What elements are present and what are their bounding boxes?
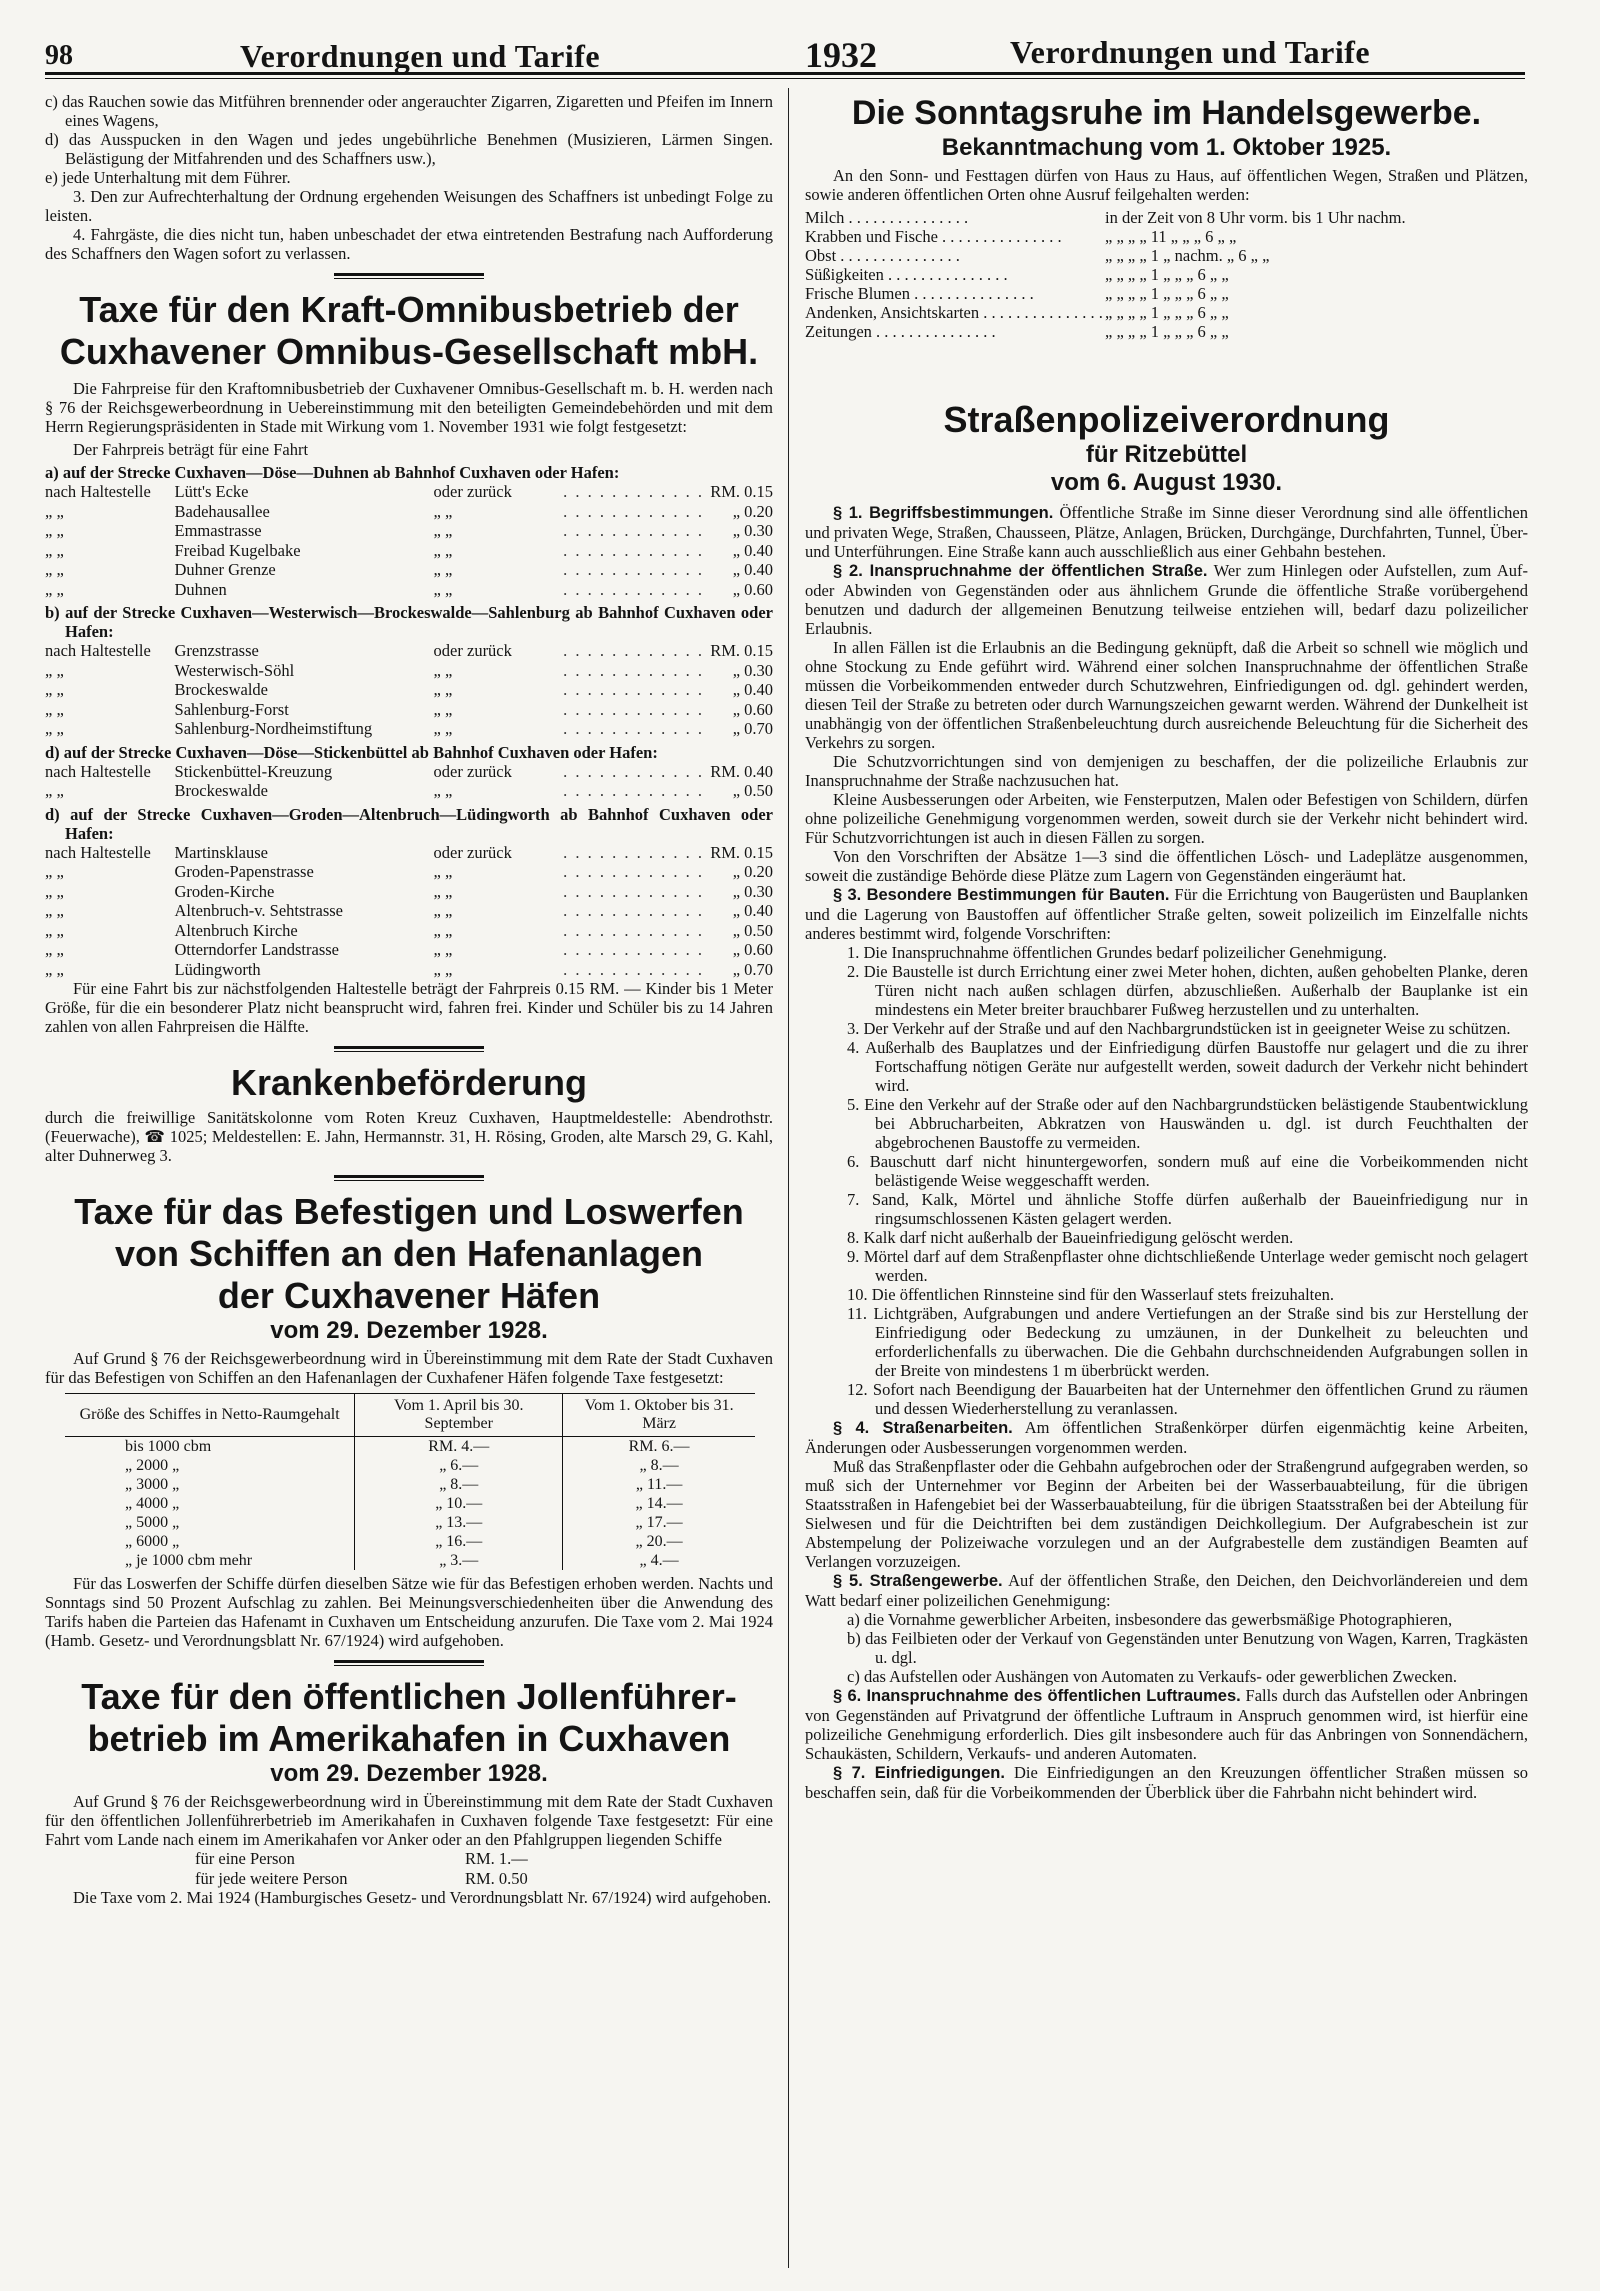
- stop-direction: oder zurück: [433, 842, 512, 862]
- section-3-list: [805, 943, 1528, 1418]
- stop-direction: oder zurück: [433, 641, 512, 660]
- list-item: 12. Sofort nach Beendigung der Bauarbeiten hat der Unternehmer den öffentlichen Grund zu räumen und dessen Wiederherstellung zu veranlassen.: [847, 1380, 1528, 1418]
- stop-name: Duhner Grenze: [174, 560, 276, 579]
- stop-row: [45, 719, 773, 739]
- omnibus-closing: Für eine Fahrt bis zur nächstfolgenden Haltestelle beträgt der Fahrpreis 0.15 RM. — Kinder bis 1 Meter Größe, für die ein besonderer Platz nicht beansprucht wird, fahren frei. Kinder und Schüler bis zu 14 Jahren zahlen von allen Fahrpreisen die Hälfte.: [45, 979, 773, 1036]
- stop-row: [45, 762, 773, 782]
- omnibus-title-line-1: Taxe für den Kraft-Omnibusbetrieb der: [79, 289, 739, 330]
- section-2-para: Von den Vorschriften der Absätze 1—3 sind die öffentlichen Lösch- und Ladeplätze ausgenommen, soweit die zuständige Behörde diese Plätze zum Lagern von Gegenständen eingeräumt hat.: [805, 847, 1528, 885]
- sonntag-item: [805, 284, 1105, 303]
- intro-item: d) das Ausspucken in den Wagen und jedes ungebührliche Benehmen (Musizieren, Lärmen Singen. Belästigung der Mitfahrenden und des Schaffners usw.),: [45, 130, 773, 168]
- intro-item: e) jede Unterhaltung mit dem Führer.: [45, 168, 291, 187]
- stop-row: [45, 482, 773, 502]
- jollen-title-line-2: betrieb im Amerikahafen in Cuxhaven: [87, 1718, 731, 1759]
- sonntag-item-label: Andenken, Ansichtskarten: [805, 303, 980, 322]
- stop-direction: „ „: [433, 501, 453, 521]
- stop-direction: „ „: [433, 901, 453, 920]
- stop-prefix: „ „: [45, 501, 64, 521]
- stop-name: Brockeswalde: [174, 781, 268, 800]
- kranken-title: Krankenbeförderung: [230, 1062, 588, 1103]
- table-cell: „ 13.—: [355, 1513, 563, 1532]
- stop-direction: „ „: [433, 781, 453, 800]
- jollen-row: [45, 1869, 773, 1889]
- leader-dots: . . . . . . . . . . . .: [563, 719, 704, 738]
- kranken-paragraph: durch die freiwillige Sanitätskolonne vom Roten Kreuz Cuxhaven, Hauptmeldestelle: Abendrothstr. (Feuerwache), ☎ 1025; Meldestellen: E. Jahn, Hermannstr. 31, H. Rösing, Groden, alte Marsch 29, G. Kahl, alter Duhnerweg 3.: [45, 1108, 773, 1165]
- list-item: 11. Lichtgräben, Aufgrabungen und andere Vertiefungen an der Straße sind bis zur Herstellung der Einfriedigung oder Bedeckung zu umzäunen, in der Dunkelheit zu beleuchten und erforderlichenfalls zu überwachen. Die die Gehbahn durchschneidenden Aufgrabungen sollen in der Breite von mindestens 1 m überbrückt werden.: [847, 1304, 1528, 1380]
- table-cell: „ 14.—: [563, 1494, 755, 1513]
- stop-direction: „ „: [433, 920, 453, 940]
- stop-row: [45, 560, 773, 580]
- section-label: § 7. Einfriedigungen.: [833, 1764, 1005, 1782]
- sonntag-subtitle: Bekanntmachung vom 1. Oktober 1925.: [941, 134, 1392, 161]
- schiffe-paragraph: Auf Grund § 76 der Reichsgewerbeordnung wird in Übereinstimmung mit dem Rate der Stadt Cuxhaven für das Befestigen von Schiffen an den Hafenanlagen der Cuxhafener Häfen folgende Taxe festgesetzt:: [45, 1349, 773, 1387]
- omnibus-title-line-2: Cuxhavener Omnibus-Gesellschaft mbH.: [59, 331, 759, 372]
- sonntag-item-label: Süßigkeiten: [805, 265, 884, 284]
- schiffe-title-line-1: Taxe für das Befestigen und Loswerfen: [74, 1191, 744, 1232]
- strassen-title: Straßenpolizeiverordnung: [943, 399, 1390, 440]
- stop-direction: „ „: [433, 959, 453, 979]
- strassen-subtitle: für Ritzebüttel: [1085, 441, 1248, 468]
- stop-row: [45, 521, 773, 541]
- list-item: 6. Bauschutt darf nicht hinuntergeworfen, sondern muß auf eine die Vorbeikommenden nicht belästigende Weise weggeschafft werden.: [847, 1152, 1528, 1190]
- leader-dots: . . . . . . . . . . . .: [563, 521, 704, 540]
- stop-name: Lüdingworth: [174, 959, 261, 979]
- route-heading: d) auf der Strecke Cuxhaven—Döse—Stickenbüttel ab Bahnhof Cuxhaven oder Hafen:: [45, 742, 658, 762]
- stop-prefix: „ „: [45, 521, 64, 540]
- sonntag-item: [805, 227, 1105, 246]
- sonntag-time: „ „ „ „ 1 „ „ „ 6 „ „: [1105, 322, 1229, 341]
- schiffe-tariff-table: [65, 1393, 755, 1570]
- page-header: [45, 32, 1525, 74]
- stop-row: [45, 901, 773, 921]
- stop-row: [45, 921, 773, 941]
- section-7: [805, 1763, 1528, 1802]
- intro-paragraph: 4. Fahrgäste, die dies nicht tun, haben unbeschadet der etwa eintretenden Bestrafung nach Aufforderung des Schaffners den Wagen sofort zu verlassen.: [45, 225, 773, 263]
- jollen-row-price: RM. 0.50: [465, 1868, 528, 1888]
- sonntag-title: Die Sonntagsruhe im Handelsgewerbe.: [851, 94, 1482, 132]
- stop-price: „ 0.60: [732, 699, 774, 719]
- route-heading: b) auf der Strecke Cuxhaven—Westerwisch—Brockeswalde—Sahlenburg ab Bahnhof Cuxhaven oder Hafen:: [45, 603, 773, 641]
- section-separator: [334, 273, 484, 279]
- stop-price: RM. 0.15: [710, 842, 774, 862]
- section-label: § 1. Begriffsbestimmungen.: [833, 504, 1054, 522]
- table-cell: „ 10.—: [355, 1494, 563, 1513]
- table-cell: „ 11.—: [563, 1475, 755, 1494]
- table-row: [65, 1532, 755, 1551]
- table-cell: „ 3.—: [355, 1551, 563, 1570]
- stop-price: „ 0.70: [732, 719, 774, 738]
- sonntag-row: [805, 208, 1528, 227]
- list-item: 1. Die Inanspruchnahme öffentlichen Grundes bedarf polizeilicher Genehmigung.: [847, 943, 1387, 962]
- stop-name: Stickenbüttel-Kreuzung: [174, 761, 333, 781]
- stop-prefix: „ „: [45, 920, 64, 940]
- section-text: Öffentliche Straße im Sinne dieser Verordnung sind alle öffentlichen und privaten Wege, Straßen, Chausseen, Plätze, Anlagen, Brücken, Durchgänge, Durchfahrten, Tunnel, Über- und Unterführungen. Eine Straße kann auch ausschließlich aus einer Gehbahn bestehen.: [805, 503, 1529, 561]
- leader-dots: . . . . . . . . . . . .: [563, 901, 704, 920]
- schiffe-date: vom 29. Dezember 1928.: [270, 1317, 548, 1344]
- table-cell: „ je 1000 cbm mehr: [125, 1552, 253, 1569]
- list-item: 8. Kalk darf nicht außerhalb der Baueinfriedigung gelöscht werden.: [847, 1228, 1294, 1247]
- leader-dots: . . . . . . . . . . . . . . .: [937, 227, 1062, 246]
- section-text: Am öffentlichen Straßenkörper dürfen eigenmächtig keine Arbeiten, Änderungen oder Ausbesserungen vorgenommen werden.: [805, 1418, 1528, 1457]
- stop-row: [45, 843, 773, 863]
- stop-name: Sahlenburg-Forst: [174, 699, 289, 719]
- stop-direction: „ „: [433, 660, 453, 680]
- table-cell: „ 8.—: [355, 1475, 563, 1494]
- stop-price: „ 0.70: [732, 959, 774, 979]
- stop-direction: „ „: [433, 699, 453, 719]
- leader-dots: . . . . . . . . . . . .: [563, 920, 704, 940]
- stop-name: Brockeswalde: [174, 680, 268, 699]
- section-6: [805, 1686, 1528, 1763]
- sonntag-row: [805, 322, 1528, 341]
- leader-dots: . . . . . . . . . . . .: [563, 940, 704, 959]
- stop-price: „ 0.30: [732, 881, 774, 901]
- section-text: Falls durch das Aufstellen oder Anbringen von Gegenständen auf Privatgrund der öffentliche Luftraum in Anspruch genommen wird, ist hierfür eine polizeiliche Genehmigung erforderlich. Dies gilt insbesondere auch für das Anbringen von Sonnendächern, Schaukästen, Schildern, Verkaufs- und anderen Automaten.: [805, 1686, 1528, 1763]
- stop-prefix: nach Haltestelle: [45, 761, 151, 781]
- intro-item: c) das Rauchen sowie das Mitführen brennender oder angerauchter Zigarren, Zigaretten und Pfeifen im Innern eines Wagens,: [45, 92, 773, 130]
- stop-price: „ 0.40: [732, 540, 774, 560]
- sonntag-item-label: Krabben und Fische: [805, 227, 938, 246]
- stop-direction: „ „: [433, 719, 453, 738]
- schiffe-title-line-3: der Cuxhavener Häfen: [217, 1275, 601, 1316]
- stop-prefix: „ „: [45, 901, 64, 920]
- table-row: [65, 1551, 755, 1570]
- stop-prefix: „ „: [45, 719, 64, 738]
- sonntag-item: [805, 322, 1105, 341]
- jollen-row-price: RM. 1.—: [465, 1849, 528, 1868]
- leader-dots: . . . . . . . . . . . .: [563, 680, 704, 699]
- sonntag-item: [805, 265, 1105, 284]
- table-header: Größe des Schiffes in Netto-Raumgehalt: [65, 1394, 355, 1437]
- stop-name: Freibad Kugelbake: [174, 540, 301, 560]
- table-row: [65, 1513, 755, 1532]
- stop-name: Groden-Papenstrasse: [174, 862, 314, 881]
- stop-prefix: „ „: [45, 781, 64, 800]
- stop-row: [45, 680, 773, 700]
- table-cell: „ 6.—: [355, 1456, 563, 1475]
- sonntag-time: „ „ „ „ 11 „ „ „ 6 „ „: [1105, 227, 1237, 246]
- stop-row: [45, 661, 773, 681]
- left-column: [45, 92, 773, 1907]
- route-heading: d) auf der Strecke Cuxhaven—Groden—Altenbruch—Lüdingworth ab Bahnhof Cuxhaven oder Hafen:: [45, 804, 773, 843]
- stop-prefix: „ „: [45, 540, 64, 560]
- sonntag-item-label: Frische Blumen: [805, 284, 910, 303]
- stop-name: Altenbruch-v. Sehtstrasse: [174, 901, 343, 920]
- stop-row: [45, 580, 773, 600]
- sonntag-time: „ „ „ „ 1 „ nachm. „ 6 „ „: [1105, 246, 1270, 265]
- stop-price: „ 0.50: [732, 781, 774, 800]
- stop-price: „ 0.20: [732, 862, 774, 881]
- stop-row: [45, 781, 773, 801]
- sonntag-row: [805, 284, 1528, 303]
- stop-row: [45, 700, 773, 720]
- year: 1932: [805, 35, 877, 75]
- stop-price: „ 0.60: [732, 579, 774, 599]
- stop-name: Westerwisch-Söhl: [174, 660, 295, 680]
- table-cell: „ 4000 „: [125, 1495, 180, 1512]
- table-row: [65, 1437, 755, 1457]
- header-rule: [45, 72, 1525, 75]
- list-item: 7. Sand, Kalk, Mörtel und ähnliche Stoffe dürfen außerhalb der Baueinfriedigung nur in ringsumschlossenen Kästen gelagert werden.: [847, 1190, 1528, 1228]
- table-cell: „ 5000 „: [125, 1514, 180, 1531]
- stop-name: Grenzstrasse: [174, 641, 259, 660]
- jollen-date: vom 29. Dezember 1928.: [270, 1760, 548, 1787]
- stop-direction: „ „: [433, 540, 453, 560]
- section-label: § 3. Besondere Bestimmungen für Bauten.: [833, 886, 1170, 904]
- sonntag-item-label: Zeitungen: [805, 322, 872, 341]
- header-rule-thin: [45, 78, 1525, 79]
- leader-dots: . . . . . . . . . . . .: [563, 699, 704, 719]
- section-label: § 2. Inanspruchnahme der öffentlichen Straße.: [833, 562, 1208, 580]
- stop-row: [45, 862, 773, 882]
- stop-name: Duhnen: [174, 579, 227, 599]
- list-item: 5. Eine den Verkehr auf der Straße oder auf den Nachbargrundstücken belästigende Staubentwicklung bei Abbrucharbeiten, Abkratzen von Hauswänden u. dgl. ist durch Feuchthalten der abgebrochenen Baustoffe zu vermeiden.: [847, 1095, 1528, 1152]
- jollen-row: [45, 1849, 773, 1869]
- leader-dots: . . . . . . . . . . . .: [563, 540, 704, 560]
- stop-prefix: nach Haltestelle: [45, 482, 151, 501]
- section-text: Wer zum Hinlegen oder Aufstellen, zum Auf- oder Abwinden von Gegenständen oder aus ähnlichem Grunde die öffentliche Straße vorübergehend benutzen und dadurch der allgemeinen Benutzung teilweise entziehen will, bedarf dazu polizeilicher Erlaubnis.: [805, 561, 1528, 638]
- list-item: c) das Aufstellen oder Aushängen von Automaten zu Verkaufs- oder gewerblichen Zwecken.: [847, 1667, 1458, 1686]
- list-item: 4. Außerhalb des Bauplatzes und der Einfriedigung dürfen Baustoffe nur gelagert und die zu ihrer Fortschaffung nötigen Geräte nur aufgestellt werden, soweit dadurch der Verkehr nicht behindert wird.: [847, 1038, 1528, 1095]
- table-cell: „ 3000 „: [125, 1476, 180, 1493]
- stop-row: [45, 882, 773, 902]
- table-header: Vom 1. Oktober bis 31. März: [563, 1394, 755, 1437]
- list-item: 3. Der Verkehr auf der Straße und auf den Nachbargrundstücken ist in geeigneter Weise zu schützen.: [847, 1019, 1511, 1038]
- section-text: Auf der öffentlichen Straße, den Deichen, den Deichvorländereien und dem Watt bedarf einer polizeilichen Genehmigung:: [805, 1571, 1528, 1610]
- sonntag-time: „ „ „ „ 1 „ „ „ 6 „ „: [1105, 303, 1229, 322]
- leader-dots: . . . . . . . . . . . .: [563, 862, 704, 881]
- stop-row: [45, 960, 773, 980]
- leader-dots: . . . . . . . . . . . .: [563, 881, 704, 901]
- sonntag-item-label: Obst: [805, 246, 837, 265]
- fare-intro: Der Fahrpreis beträgt für eine Fahrt: [73, 440, 309, 459]
- leader-dots: . . . . . . . . . . . .: [563, 560, 704, 579]
- stop-price: „ 0.40: [732, 901, 774, 920]
- leader-dots: . . . . . . . . . . . .: [563, 781, 704, 800]
- stop-name: Badehausallee: [174, 501, 270, 521]
- stop-price: RM. 0.15: [710, 641, 774, 660]
- stop-direction: „ „: [433, 560, 453, 579]
- table-row: [65, 1456, 755, 1475]
- intro-paragraph: 3. Den zur Aufrechterhaltung der Ordnung ergehenden Weisungen des Schaffners ist unbedingt Folge zu leisten.: [45, 187, 773, 225]
- leader-dots: . . . . . . . . . . . . . . .: [909, 284, 1034, 303]
- section-text: Die Einfriedigungen an den Kreuzungen öffentlicher Straßen müssen so beschaffen sein, daß für die Vorbeikommenden der Überblick über die Fahrbahn nicht behindert wird.: [805, 1763, 1528, 1802]
- sonntag-row: [805, 246, 1528, 265]
- section-label: § 6. Inanspruchnahme des öffentlichen Luftraumes.: [833, 1687, 1241, 1705]
- stop-row: [45, 541, 773, 561]
- leader-dots: . . . . . . . . . . . . . . .: [883, 265, 1008, 284]
- leader-dots: . . . . . . . . . . . .: [563, 842, 704, 862]
- section-5-list: [805, 1610, 1528, 1686]
- section-separator: [334, 1660, 484, 1666]
- stop-prefix: „ „: [45, 579, 64, 599]
- stop-direction: „ „: [433, 680, 453, 699]
- schiffe-table-body: [65, 1437, 755, 1571]
- section-2-para: In allen Fällen ist die Erlaubnis an die Bedingung geknüpft, daß die Arbeit so schnell wie möglich und ohne Stockung zu Ende geführt wird. Während einer solchen Inanspruchnahme der öffentlichen Straße müssen die Vorbeikommenden entweder durch Schutzwehren, Einfriedigungen od. dgl. gehindert werden, diesen Teil der Straße zu betreten oder durch Warnungszeichen gewarnt werden. Während der Dunkelheit ist unabhängig von der öffentlichen Straßenbeleuchtung durch ausreichende Beleuchtung für die Sicherheit des Verkehrs zu sorgen.: [805, 638, 1528, 752]
- stop-prefix: nach Haltestelle: [45, 641, 151, 660]
- omnibus-routes: [45, 463, 773, 979]
- stop-price: „ 0.20: [732, 501, 774, 521]
- leader-dots: . . . . . . . . . . . .: [563, 959, 704, 979]
- running-title-left: Verordnungen und Tarife: [240, 38, 601, 74]
- table-cell: „ 20.—: [563, 1532, 755, 1551]
- table-cell: „ 4.—: [563, 1551, 755, 1570]
- jollen-row-label: für jede weitere Person: [195, 1868, 348, 1888]
- leader-dots: . . . . . . . . . . . .: [563, 641, 704, 660]
- section-separator: [334, 1175, 484, 1181]
- stop-prefix: „ „: [45, 881, 64, 901]
- jollen-row-label: für eine Person: [195, 1849, 295, 1868]
- stop-price: „ 0.30: [732, 521, 774, 540]
- section-3: [805, 885, 1528, 943]
- sonntag-item-label: Milch: [805, 208, 845, 227]
- section-2-para: Die Schutzvorrichtungen sind von demjenigen zu beschaffen, der die polizeiliche Erlaubnis zur Inanspruchnahme der Straße nachzusuchen hat.: [805, 752, 1528, 790]
- section-4-para: Muß das Straßenpflaster oder die Gehbahn aufgebrochen oder der Straßengrund aufgegraben werden, so muß sich der Unternehmer vor Beginn der Arbeiten bei der Wasserbauabteilung, für die übrigen Staatsstraßen in Hafengebiet bei der Wasserbauabteilung, für die übrigen Staatsstraßen bei der Abteilung für Sielwesen und für die Deichtriften bei dem zuständigen Deichkollegium. Der Aufgrabeschein ist zur Abstempelung der Polizeiwache vorzulegen und an der Aufgrabestelle dem zuständigen Beamten auf Verlangen vorzuzeigen.: [805, 1457, 1528, 1571]
- section-5: [805, 1571, 1528, 1610]
- stop-name: Altenbruch Kirche: [174, 920, 298, 940]
- section-text: Für die Errichtung von Baugerüsten und Bauplanken und die Lagerung von Baustoffen auf öffentlicher Straße gelten, soweit polizeilich im Einzelfalle nichts anderes bestimmt wird, folgende Vorschriften:: [805, 885, 1528, 943]
- stop-name: Emmastrasse: [174, 521, 262, 540]
- jollen-title-line-1: Taxe für den öffentlichen Jollenführer-: [81, 1676, 737, 1717]
- section-1: [805, 503, 1528, 561]
- leader-dots: . . . . . . . . . . . .: [563, 482, 704, 501]
- table-cell: RM. 6.—: [563, 1437, 755, 1457]
- sonntag-row: [805, 227, 1528, 246]
- table-cell: RM. 4.—: [355, 1437, 563, 1457]
- sonntag-time: „ „ „ „ 1 „ „ „ 6 „ „: [1105, 284, 1229, 303]
- stop-name: Lütt's Ecke: [174, 482, 249, 501]
- schiffe-title-line-2: von Schiffen an den Hafenanlagen: [114, 1233, 704, 1274]
- table-cell: „ 16.—: [355, 1532, 563, 1551]
- leader-dots: . . . . . . . . . . . .: [563, 660, 704, 680]
- stop-prefix: „ „: [45, 680, 64, 699]
- list-item: 10. Die öffentlichen Rinnsteine sind für den Wasserlauf stets freizuhalten.: [847, 1285, 1334, 1304]
- stop-price: RM. 0.15: [710, 482, 774, 501]
- table-row: [65, 1494, 755, 1513]
- right-column: [805, 92, 1528, 1802]
- leader-dots: . . . . . . . . . . . .: [563, 761, 704, 781]
- page-number: 98: [45, 40, 73, 71]
- stop-direction: „ „: [433, 940, 453, 959]
- schiffe-after: Für das Loswerfen der Schiffe dürfen dieselben Sätze wie für das Befestigen erhoben werden. Nachts und Sonntags sind 50 Prozent Aufschlag zu zahlen. Bei Meinungsverschiedenheiten über die Anwendung des Tarifs haben die Parteien das Hafenamt in Cuxhaven um Entscheidung anzurufen. Die Taxe vom 2. Mai 1924 (Hamb. Gesetz- und Verordnungsblatt Nr. 67/1924) wird aufgehoben.: [45, 1574, 773, 1650]
- section-separator: [334, 1046, 484, 1052]
- stop-prefix: „ „: [45, 560, 64, 579]
- stop-price: „ 0.60: [732, 940, 774, 959]
- sonntag-paragraph: An den Sonn- und Festtagen dürfen von Haus zu Haus, auf öffentlichen Wegen, Straßen und Plätzen, sowie anderen öffentlichen Orten ohne Ausruf feilgehalten werden:: [805, 166, 1528, 204]
- jollen-closing: Die Taxe vom 2. Mai 1924 (Hamburgisches Gesetz- und Verordnungsblatt Nr. 67/1924) wird aufgehoben.: [73, 1888, 772, 1907]
- table-cell: „ 17.—: [563, 1513, 755, 1532]
- section-2-para: Kleine Ausbesserungen oder Arbeiten, wie Fensterputzen, Malen oder Befestigen von Schildern, dürfen ohne polizeiliche Genehmigung vorgenommen werden, soweit durch sie der Verkehr nicht behindert wird. Für Schutzvorrichtungen ist auch in diesen Fällen zu sorgen.: [805, 790, 1528, 847]
- stop-name: Sahlenburg-Nordheimstiftung: [174, 719, 373, 738]
- list-item: a) die Vornahme gewerblicher Arbeiten, insbesondere das gewerbsmäßige Photographieren,: [847, 1610, 1453, 1629]
- section-4: [805, 1418, 1528, 1457]
- leader-dots: . . . . . . . . . . . . . . .: [836, 246, 960, 265]
- running-title-right: Verordnungen und Tarife: [1010, 34, 1371, 70]
- leader-dots: . . . . . . . . . . . .: [563, 579, 704, 599]
- stop-name: Groden-Kirche: [174, 881, 275, 901]
- stop-direction: „ „: [433, 881, 453, 901]
- stop-price: RM. 0.40: [710, 761, 774, 781]
- omnibus-paragraph: Die Fahrpreise für den Kraftomnibusbetrieb der Cuxhavener Omnibus-Gesellschaft m. b. H. werden nach § 76 der Reichsgewerbeordnung in Uebereinstimmung mit den beteiligten Gemeindebehörden und mit dem Herrn Regierungspräsidenten in Stade mit Wirkung vom 1. November 1931 wie folgt festgesetzt:: [45, 379, 773, 436]
- stop-prefix: „ „: [45, 862, 64, 881]
- table-cell: „ 8.—: [563, 1456, 755, 1475]
- sonntag-item: [805, 246, 1105, 265]
- stop-direction: oder zurück: [433, 761, 512, 781]
- leader-dots: . . . . . . . . . . . .: [563, 501, 704, 521]
- sonntag-time: in der Zeit von 8 Uhr vorm. bis 1 Uhr nachm.: [1105, 208, 1406, 227]
- list-item: 2. Die Baustelle ist durch Errichtung einer zwei Meter hohen, dichten, außen gehobelten Planke, deren Türen nicht nach außen schlagen dürfen, abzuschließen. Außerhalb der Bauplanke ist ein mindestens ein Meter breiter brauchbarer Fußweg herzustellen und zu unterhalten.: [847, 962, 1528, 1019]
- list-item: b) das Feilbieten oder der Verkauf von Gegenständen unter Benutzung von Wagen, Karren, Tragkästen u. dgl.: [847, 1629, 1528, 1667]
- stop-price: „ 0.30: [732, 660, 774, 680]
- stop-price: „ 0.40: [732, 560, 774, 579]
- table-header: Vom 1. April bis 30. September: [355, 1394, 563, 1437]
- leader-dots: . . . . . . . . . . . . . . .: [979, 303, 1103, 322]
- sonntag-time: „ „ „ „ 1 „ „ „ 6 „ „: [1105, 265, 1229, 284]
- sonntag-item: [805, 303, 1105, 322]
- stop-row: [45, 502, 773, 522]
- route-heading: a) auf der Strecke Cuxhaven—Döse—Duhnen ab Bahnhof Cuxhaven oder Hafen:: [45, 463, 620, 482]
- jollen-paragraph: Auf Grund § 76 der Reichsgewerbeordnung wird in Übereinstimmung mit dem Rate der Stadt Cuxhaven für den öffentlichen Jollenführerbetrieb im Amerikahafen in Cuxhaven folgende Taxe festgesetzt: Für eine Fahrt vom Lande nach einem im Amerikahafen vor Anker oder an den Pfahlgruppen liegenden Schiffe: [45, 1792, 773, 1849]
- section-2: [805, 561, 1528, 638]
- stop-direction: oder zurück: [433, 482, 512, 501]
- stop-name: Martinsklause: [174, 842, 268, 862]
- table-row: [65, 1475, 755, 1494]
- section-label: § 5. Straßengewerbe.: [833, 1572, 1003, 1590]
- sonntag-row: [805, 303, 1528, 322]
- table-cell: „ 2000 „: [125, 1457, 180, 1474]
- stop-price: „ 0.40: [732, 680, 774, 699]
- stop-direction: „ „: [433, 521, 453, 540]
- stop-row: [45, 940, 773, 960]
- stop-price: „ 0.50: [732, 920, 774, 940]
- list-item: 9. Mörtel darf auf dem Straßenpflaster ohne dichtschließende Unterlage weder gemischt noch gelagert werden.: [847, 1247, 1528, 1285]
- leader-dots: . . . . . . . . . . . . . . .: [844, 208, 969, 227]
- stop-prefix: „ „: [45, 959, 64, 979]
- stop-row: [45, 641, 773, 661]
- stop-prefix: „ „: [45, 660, 64, 680]
- stop-direction: „ „: [433, 862, 453, 881]
- sonntag-list: [805, 208, 1528, 341]
- stop-prefix: „ „: [45, 940, 64, 959]
- column-divider: [788, 88, 789, 2268]
- sonntag-row: [805, 265, 1528, 284]
- stop-prefix: nach Haltestelle: [45, 842, 151, 862]
- stop-name: Otterndorfer Landstrasse: [174, 940, 339, 959]
- leader-dots: . . . . . . . . . . . . . . .: [871, 322, 996, 341]
- section-label: § 4. Straßenarbeiten.: [833, 1419, 1013, 1437]
- table-cell: bis 1000 cbm: [125, 1438, 212, 1455]
- sonntag-item: [805, 208, 1105, 227]
- stop-prefix: „ „: [45, 699, 64, 719]
- stop-direction: „ „: [433, 579, 453, 599]
- table-cell: „ 6000 „: [125, 1533, 180, 1550]
- strassen-date: vom 6. August 1930.: [1050, 469, 1283, 496]
